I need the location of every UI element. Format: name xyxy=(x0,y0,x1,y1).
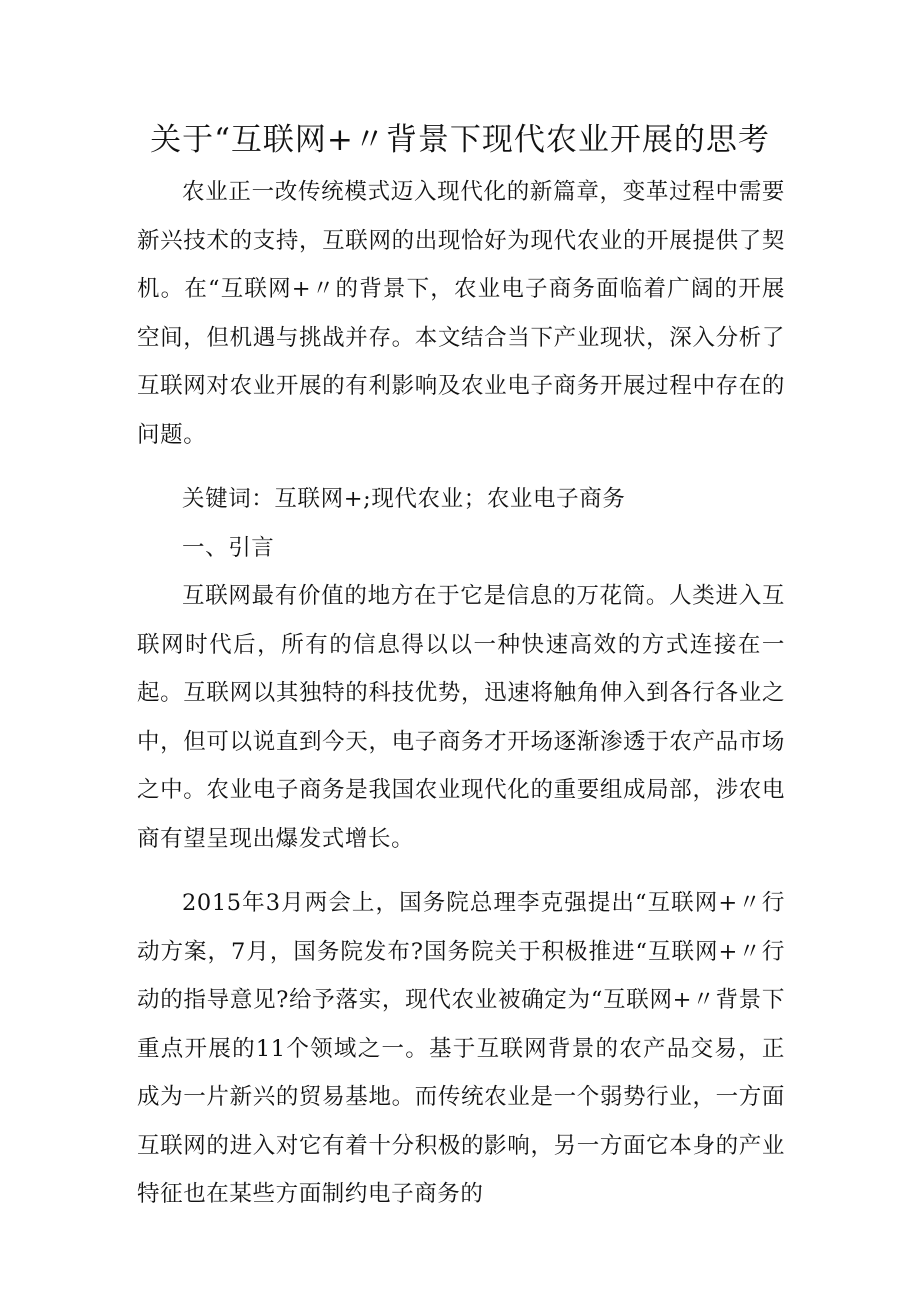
document-title: 关于“互联网+〃背景下现代农业开展的思考 xyxy=(150,122,770,158)
introduction-paragraph-1: 互联网最有价值的地方在于它是信息的万花筒。人类进入互联网时代后，所有的信息得以以一种快速高效的方式连接在一起。互联网以其独特的科技优势，迅速将触角伸入到各行各业之中，但可以说直到今天，电子商务才开场逐渐渗透于农产品市场之中。农业电子商务是我国农业现代化的重要组成局部，涉农电商有望呈现出爆发式增长。 xyxy=(137,583,785,852)
spacer xyxy=(137,863,785,879)
spacer xyxy=(137,459,785,475)
introduction-paragraph-2: 2015年3月两会上，国务院总理李克强提出“互联网+〃行动方案，7月，国务院发布?国务院关于积极推进“互联网+〃行动的指导意见?给予落实，现代农业被确定为“互联网+〃背景下重点开展的11个领域之一。基于互联网背景的农产品交易，正成为一片新兴的贸易基地。而传统农业是一个弱势行业，一方面互联网的进入对它有着十分积极的影响，另一方面它本身的产业特征也在某些方面制约电子商务的 xyxy=(137,890,785,1207)
document-body xyxy=(137,168,785,1219)
section-heading-introduction: 一、引言 xyxy=(182,534,275,561)
abstract-paragraph: 农业正一改传统模式迈入现代化的新篇章，变革过程中需要新兴技术的支持，互联网的出现恰好为现代农业的开展提供了契机。在“互联网+〃的背景下，农业电子商务面临着广阔的开展空间，但机遇与挑战并存。本文结合当下产业现状，深入分析了互联网对农业开展的有利影响及农业电子商务开展过程中存在的问题。 xyxy=(137,179,785,448)
keywords-paragraph: 关键词：互联网+;现代农业；农业电子商务 xyxy=(182,486,626,512)
